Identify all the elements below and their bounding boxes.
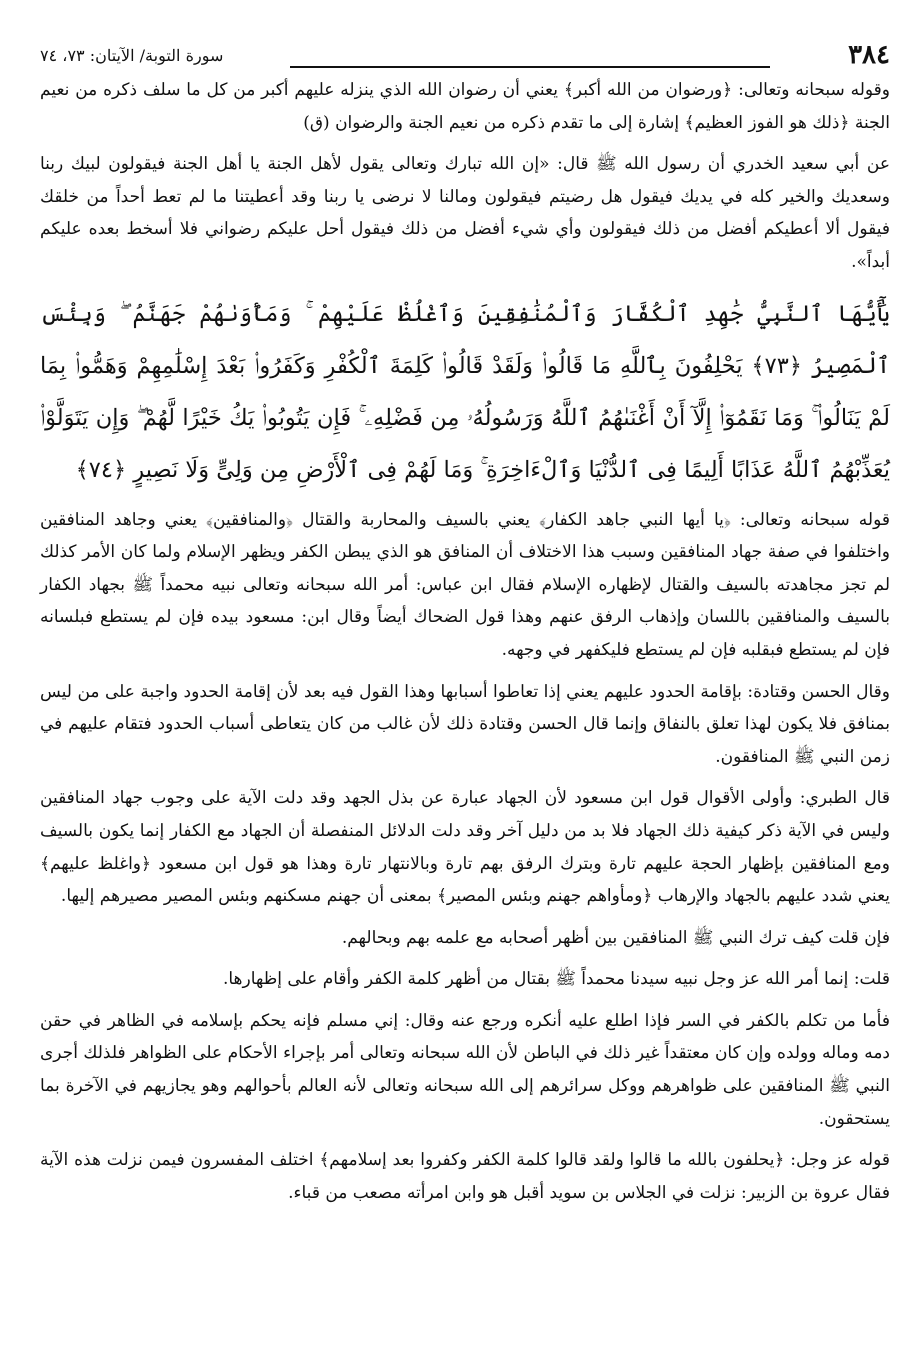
page-header: [40, 40, 890, 74]
paragraph-hadith: عن أبي سعيد الخدري أن رسول الله ﷺ قال: «إن الله تبارك وتعالى يقول لأهل الجنة يا أهل الجنة فيقولون لبيك ربنا وسعديك والخير كله في يديك فيقول هل رضيتم فيقولون ومالنا لا نرضى يا ربنا وقد أعطيتنا ما لم تعط أحداً من خلقك فيقول ألا أعطيكم أفضل من ذلك فيقولون وأي شيء أفضل من ذلك فيقول أحل عليكم رضواني فلا أسخط بعده عليكم أبداً».: [40, 154, 890, 272]
running-title: سورة التوبة/ الآيتان: ٧٣، ٧٤: [40, 46, 224, 65]
header-rule: [290, 66, 770, 68]
paragraph-jihad-commentary: قوله سبحانه وتعالى: ﴿يا أيها النبي جاهد الكفار﴾ يعني بالسيف والمحاربة والقتال ﴿والمنافقين﴾ يعني وجاهد المنافقين واختلفوا في صفة جهاد المنافقين وسبب هذا الاختلاف أن المنافق هو الذي يبطن الكفر ويظهر الإسلام ولما كان الأمر كذلك لم تجز مجاهدته بالسيف والقتال لإظهاره الإسلام فقال ابن عباس: أمر الله سبحانه وتعالى نبيه محمداً ﷺ بجهاد الكفار بالسيف والمنافقين باللسان وإذهاب الرفق عنهم وهذا قول الضحاك أيضاً وقال ابن: مسعود بيده فإن لم يستطع فبلسانه فإن لم يستطع فبقلبه فإن لم يستطع فليكفهر في وجهه.: [40, 509, 890, 660]
paragraph-answer: قلت: إنما أمر الله عز وجل نبيه سيدنا محمداً ﷺ بقتال من أظهر كلمة الكفر وأقام على إظهارها.: [222, 969, 890, 990]
paragraph-ridwan: وقوله سبحانه وتعالى: ﴿ورضوان من الله أكبر﴾ يعني أن رضوان الله الذي ينزله عليهم أكبر من كل ما سلف ذكره من نعيم الجنة ﴿ذلك هو الفوز العظيم﴾ إشارة إلى ما تقدم ذكره من نعيم الجنة والرضوان (ق): [40, 80, 890, 133]
page-number: ٣٨٤: [848, 40, 890, 70]
page-body: [40, 74, 890, 1209]
paragraph-hidden-disbelief: فأما من تكلم بالكفر في السر فإذا اطلع عليه أنكره ورجع عنه وقال: إني مسلم فإنه يحكم بإسلامه في الظاهر في حقن دمه وماله وولده وإن كان معتقداً غير ذلك في الباطن لأن الله سبحانه وتعالى أمر بإجراء الأحكام على الظواهر فلذلك أجرى النبي ﷺ المنافقين على ظواهرهم ووكل سرائرهم إلى الله سبحانه وتعالى لأنه العالم بأحوالهم وهو يجازيهم في الآخرة بما يستحقون.: [40, 1010, 890, 1129]
paragraph-verse-74-commentary: قوله عز وجل: ﴿يحلفون بالله ما قالوا ولقد قالوا كلمة الكفر وكفروا بعد إسلامهم﴾ اختلف المفسرون فيمن نزلت هذه الآية فقال عروة بن الزبير: نزلت في الجلاس بن سويد أقبل هو وابن امرأته مصعب من قباء.: [40, 1150, 890, 1203]
paragraph-tabari: قال الطبري: وأولى الأقوال قول ابن مسعود لأن الجهاد عبارة عن بذل الجهد وقد دلت الآية على وجوب جهاد المنافقين وليس في الآية ذكر كيفية ذلك الجهاد فلا بد من دليل آخر وقد دلت الدلائل المنفصلة أن الجهاد مع الكفار إنما يكون بالسيف ومع المنافقين بإظهار الحجة عليهم تارة وبترك الرفق بهم تارة وبالانتهار تارة وهذا هو قول ابن مسعود ﴿واغلظ عليهم﴾ يعني شدد عليهم بالجهاد والإرهاب ﴿ومأواهم جهنم وبئس المصير﴾ بمعنى أن جهنم مسكنهم وبئس المصير مصيرهم إليها.: [40, 788, 890, 907]
paragraph-hasan-qatada: وقال الحسن وقتادة: بإقامة الحدود عليهم يعني إذا تعاطوا أسبابها وهذا القول فيه بعد لأن إقامة الحدود واجبة على من ليس بمنافق فلا يكون لهذا تعلق بالنفاق وإنما قال الحسن وقتادة ذلك لأن غالب من كان يتعاطى أسباب الحدود فتقام عليهم في زمن النبي ﷺ المنافقون.: [40, 681, 890, 767]
paragraph-question: فإن قلت كيف ترك النبي ﷺ المنافقين بين أظهر أصحابه مع علمه بهم وبحالهم.: [341, 927, 890, 948]
quran-verses-73-74: يَٰٓأَيُّهَا ٱلنَّبِيُّ جَٰهِدِ ٱلْكُفَّارَ وَٱلْمُنَٰفِقِينَ وَٱغْلُظْ عَلَيْهِمْ ۚ وَمَأْوَىٰهُمْ جَهَنَّمُ ۖ وَبِئْسَ ٱلْمَصِيرُ ﴿٧٣﴾ يَحْلِفُونَ بِٱللَّهِ مَا قَالُوا۟ وَلَقَدْ قَالُوا۟ كَلِمَةَ ٱلْكُفْرِ وَكَفَرُوا۟ بَعْدَ إِسْلَٰمِهِمْ وَهَمُّوا۟ بِمَا لَمْ يَنَالُوا۟ ۚ وَمَا نَقَمُوٓا۟ إِلَّآ أَنْ أَغْنَىٰهُمُ ٱللَّهُ وَرَسُولُهُۥ مِن فَضْلِهِۦ ۚ فَإِن يَتُوبُوا۟ يَكُ خَيْرًا لَّهُمْ ۖ وَإِن يَتَوَلَّوْا۟ يُعَذِّبْهُمُ ٱللَّهُ عَذَابًا أَلِيمًا فِى ٱلدُّنْيَا وَٱلْءَاخِرَةِ ۚ وَمَا لَهُمْ فِى ٱلْأَرْضِ مِن وَلِىٍّ وَلَا نَصِيرٍ ﴿٧٤﴾: [40, 300, 891, 483]
